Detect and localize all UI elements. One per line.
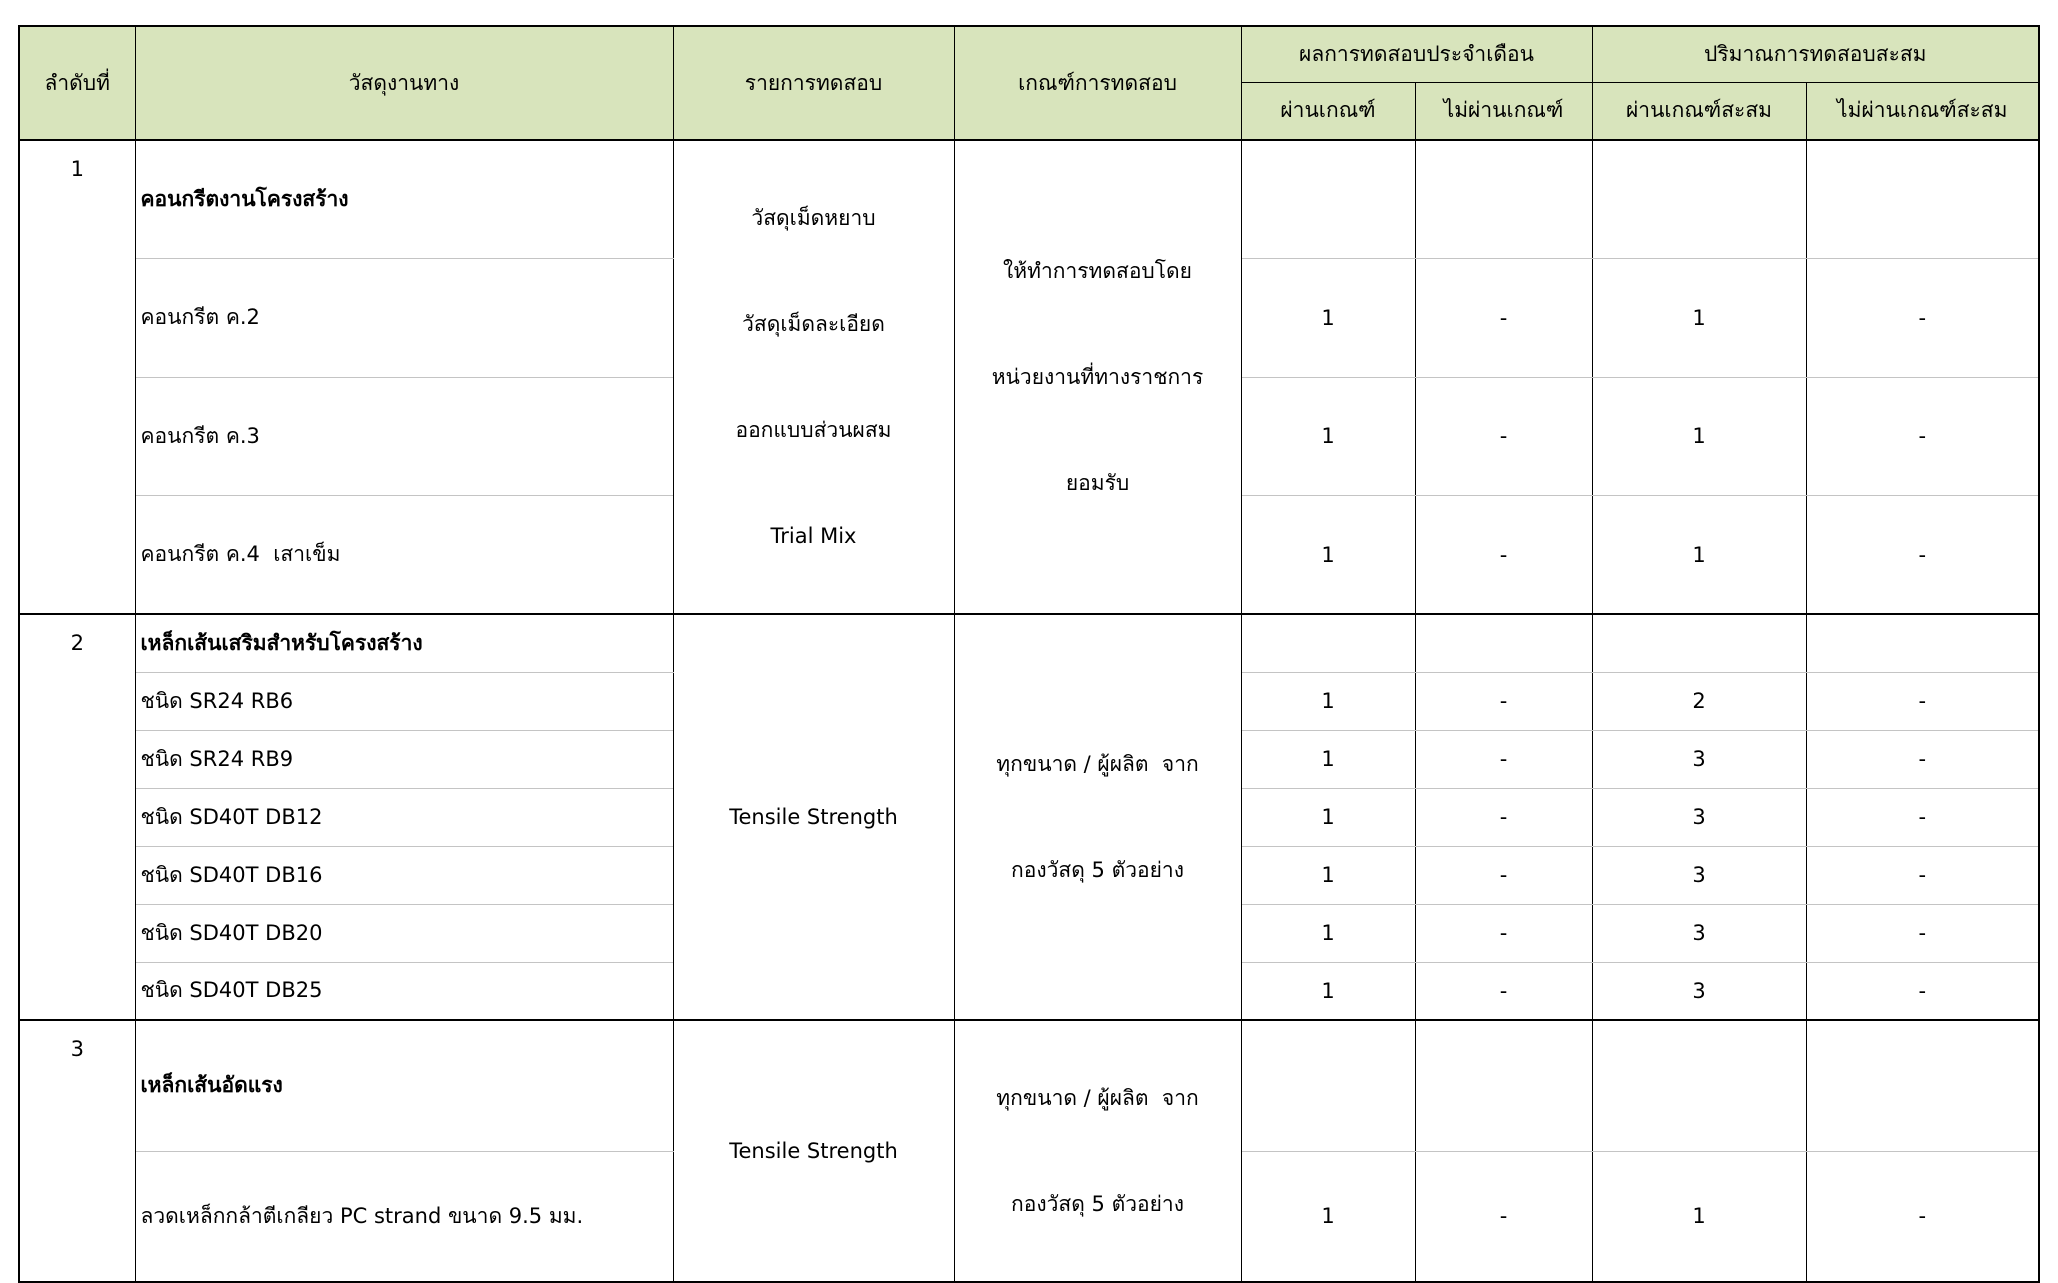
criteria-line: ทุกขนาด / ผู้ผลิต จาก: [996, 752, 1199, 776]
group-number: 3: [19, 1020, 135, 1282]
monthly-fail-cell: [1415, 614, 1592, 672]
cumulative-fail-cell: -: [1806, 672, 2039, 730]
cumulative-pass-cell: 2: [1592, 672, 1806, 730]
header-cumulative: ปริมาณการทดสอบสะสม: [1592, 26, 2039, 82]
table-body: [19, 140, 2039, 1282]
monthly-fail-cell: [1415, 1020, 1592, 1151]
monthly-fail-cell: -: [1415, 846, 1592, 904]
cumulative-pass-cell: 3: [1592, 846, 1806, 904]
header-criteria: เกณฑ์การทดสอบ: [954, 26, 1241, 140]
cumulative-pass-cell: 1: [1592, 1151, 1806, 1282]
material-name: ชนิด SR24 RB9: [135, 730, 673, 788]
material-name: ลวดเหล็กกล้าตีเกลียว PC strand ขนาด 9.5 มม.: [135, 1151, 673, 1282]
monthly-fail-cell: -: [1415, 788, 1592, 846]
monthly-pass-cell: 1: [1241, 1151, 1415, 1282]
header-test-item: รายการทดสอบ: [673, 26, 954, 140]
group-title-row: [19, 1020, 2039, 1151]
monthly-pass-cell: 1: [1241, 672, 1415, 730]
test-item: ออกแบบส่วนผสม: [735, 418, 892, 442]
table-header: [19, 26, 2039, 140]
test-item: Tensile Strength: [729, 805, 898, 829]
monthly-pass-cell: 1: [1241, 788, 1415, 846]
test-item: Trial Mix: [770, 524, 857, 548]
material-name: คอนกรีต ค.2: [135, 259, 673, 378]
monthly-fail-cell: -: [1415, 259, 1592, 378]
cumulative-fail-cell: -: [1806, 962, 2039, 1020]
monthly-fail-cell: -: [1415, 377, 1592, 496]
monthly-pass-cell: [1241, 1020, 1415, 1151]
group-title: คอนกรีตงานโครงสร้าง: [135, 140, 673, 259]
monthly-pass-cell: 1: [1241, 846, 1415, 904]
cumulative-pass-cell: 1: [1592, 496, 1806, 615]
material-name: ชนิด SD40T DB12: [135, 788, 673, 846]
cumulative-pass-cell: 3: [1592, 730, 1806, 788]
test-item: Tensile Strength: [729, 1139, 898, 1163]
test-item-cell: [673, 1020, 954, 1282]
group-number: 2: [19, 614, 135, 1020]
group-title-row: [19, 140, 2039, 259]
cumulative-pass-cell: [1592, 140, 1806, 259]
monthly-fail-cell: -: [1415, 962, 1592, 1020]
header-monthly-pass: ผ่านเกณฑ์: [1241, 82, 1415, 140]
cumulative-fail-cell: -: [1806, 1151, 2039, 1282]
material-name: ชนิด SR24 RB6: [135, 672, 673, 730]
monthly-fail-cell: -: [1415, 904, 1592, 962]
cumulative-fail-cell: -: [1806, 496, 2039, 615]
monthly-pass-cell: 1: [1241, 904, 1415, 962]
monthly-fail-cell: [1415, 140, 1592, 259]
cumulative-pass-cell: 3: [1592, 962, 1806, 1020]
monthly-pass-cell: 1: [1241, 962, 1415, 1020]
cumulative-pass-cell: [1592, 614, 1806, 672]
test-item-cell: [673, 614, 954, 1020]
header-monthly: ผลการทดสอบประจำเดือน: [1241, 26, 1592, 82]
material-name: คอนกรีต ค.3: [135, 377, 673, 496]
criteria-line: กองวัสดุ 5 ตัวอย่าง: [1011, 1192, 1184, 1216]
cumulative-fail-cell: -: [1806, 730, 2039, 788]
group-number: 1: [19, 140, 135, 614]
test-item-cell: [673, 140, 954, 614]
header-cumulative-fail: ไม่ผ่านเกณฑ์สะสม: [1806, 82, 2039, 140]
material-name: ชนิด SD40T DB20: [135, 904, 673, 962]
monthly-fail-cell: -: [1415, 672, 1592, 730]
test-item: วัสดุเม็ดละเอียด: [742, 312, 885, 336]
monthly-pass-cell: [1241, 140, 1415, 259]
group-title: เหล็กเส้นอัดแรง: [135, 1020, 673, 1151]
cumulative-pass-cell: 3: [1592, 904, 1806, 962]
cumulative-pass-cell: [1592, 1020, 1806, 1151]
material-name: ชนิด SD40T DB16: [135, 846, 673, 904]
header-monthly-fail: ไม่ผ่านเกณฑ์: [1415, 82, 1592, 140]
cumulative-fail-cell: -: [1806, 846, 2039, 904]
header-no: ลำดับที่: [19, 26, 135, 140]
monthly-pass-cell: 1: [1241, 730, 1415, 788]
test-item: วัสดุเม็ดหยาบ: [751, 206, 876, 230]
cumulative-fail-cell: -: [1806, 788, 2039, 846]
group-title-row: [19, 614, 2039, 672]
monthly-pass-cell: [1241, 614, 1415, 672]
monthly-pass-cell: 1: [1241, 496, 1415, 615]
material-name: คอนกรีต ค.4 เสาเข็ม: [135, 496, 673, 615]
cumulative-fail-cell: [1806, 140, 2039, 259]
monthly-pass-cell: 1: [1241, 259, 1415, 378]
criteria-line: กองวัสดุ 5 ตัวอย่าง: [1011, 858, 1184, 882]
criteria-cell: [954, 614, 1241, 1020]
cumulative-fail-cell: [1806, 614, 2039, 672]
criteria-cell: [954, 1020, 1241, 1282]
test-results-table: [18, 25, 2040, 1283]
cumulative-pass-cell: 1: [1592, 259, 1806, 378]
cumulative-fail-cell: -: [1806, 259, 2039, 378]
cumulative-fail-cell: -: [1806, 377, 2039, 496]
header-row-top: [19, 26, 2039, 82]
cumulative-fail-cell: [1806, 1020, 2039, 1151]
monthly-pass-cell: 1: [1241, 377, 1415, 496]
header-cumulative-pass: ผ่านเกณฑ์สะสม: [1592, 82, 1806, 140]
monthly-fail-cell: -: [1415, 1151, 1592, 1282]
criteria-line: ทุกขนาด / ผู้ผลิต จาก: [996, 1086, 1199, 1110]
material-name: ชนิด SD40T DB25: [135, 962, 673, 1020]
criteria-line: ให้ทำการทดสอบโดย: [1003, 259, 1192, 283]
monthly-fail-cell: -: [1415, 496, 1592, 615]
cumulative-pass-cell: 1: [1592, 377, 1806, 496]
monthly-fail-cell: -: [1415, 730, 1592, 788]
group-title: เหล็กเส้นเสริมสำหรับโครงสร้าง: [135, 614, 673, 672]
header-material: วัสดุงานทาง: [135, 26, 673, 140]
criteria-cell: [954, 140, 1241, 614]
cumulative-pass-cell: 3: [1592, 788, 1806, 846]
cumulative-fail-cell: -: [1806, 904, 2039, 962]
criteria-line: หน่วยงานที่ทางราชการ: [991, 365, 1204, 389]
criteria-line: ยอมรับ: [1065, 471, 1130, 495]
